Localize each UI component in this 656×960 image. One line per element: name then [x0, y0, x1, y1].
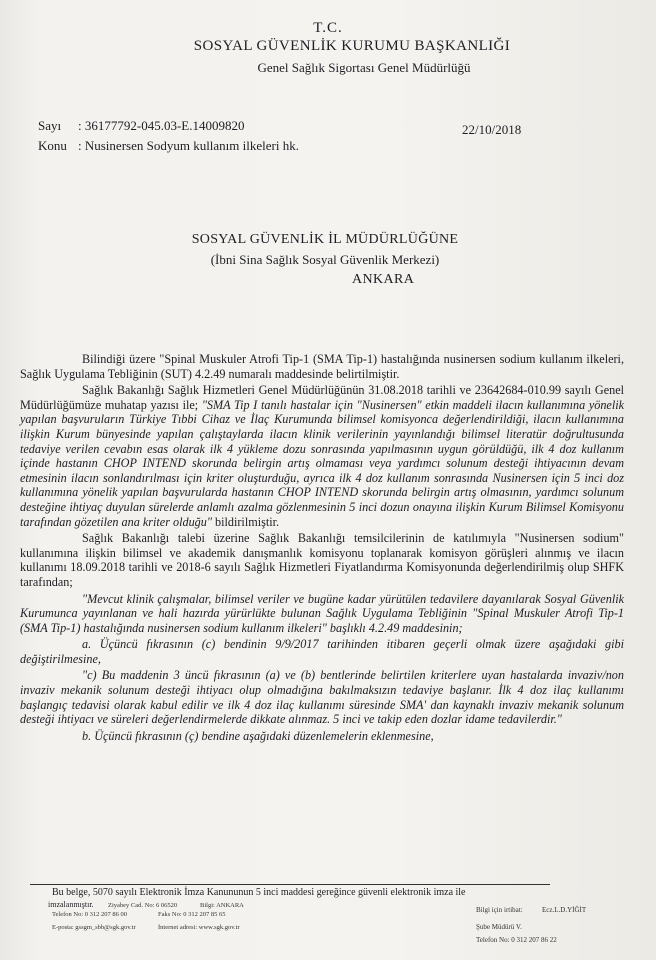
paragraph-commission: Sağlık Bakanlığı talebi üzerine Sağlık Bakanlığı temsilcilerinin de katılımıyla "Nusinersen sodium" kullanımına ilişkin bilimsel ve akademik danışmanlık komisyonu toplanarak komisyon görüşleri alınmış ve ilacın kullanımı 18.09.2018 tarihli ve 2018-6 sayılı Sağlık Hizmetleri Fiyatlandırma Komisyonunda değerlendirilmiş olup SHFK tarafından; — [20, 531, 624, 589]
footer-notice: Bu belge, 5070 sayılı Elektronik İmza Kanununun 5 inci maddesi gereğince güvenli elektronik imza ile — [52, 887, 466, 898]
footer-info-label: Bilgi için irtibat: — [476, 906, 523, 914]
footer-address: Ziyabey Cad. No: 6 06520 — [108, 902, 178, 909]
footer-phone2: Telefon No: 0 312 207 86 22 — [476, 936, 557, 944]
footer-divider — [30, 884, 550, 885]
footer-contact-city: Bilgi: ANKARA — [200, 902, 244, 909]
ministry-quote: "SMA Tip I tanılı hastalar için "Nusinersen" etkin maddeli ilacın kullanımına yönelik yapılan başvuruların Türkiye Tıbbi Cihaz ve İlaç Kurumunda bilimsel komisyonca değerlendirildiği, ilacın kullanımına ilişkin Kurum bünyesinde yapılan çalıştaylarda ilacın klinik verilerinin yayınlandığı bilimsel literatür doğrultusunda tedaviye verilen cevabın esas olarak ilk 4 yükleme dozu sonrasında yapılmasının uygun görüldüğü, ilk 4 doz kullanım içinde hastanın CHOP INTEND skorunda belirgin artış olmaması veya yardımcı solunum desteği ihtiyacının devam etmesinin ilacın sonlandırılması için kriter oluşturduğu, ayrıca ilk 4 doz kullanım sonrasında Nusinersen için 5 inci doz kullanımına yönelik yapılan başvurularda hastanın CHOP INTEND skorunda belirgin artış olmasının, yardımcı solunum desteğine ihtiyaç duyulan sürelerde anlamlı azalma gözlenmesinin 5 inci dozun onayına ilişkin Kurum Bilimsel Komisyonu tarafından gözetilen ana kriter olduğu" — [20, 397, 625, 529]
footer-info-name: Ecz.L.D.YİĞİT — [542, 906, 587, 914]
addressee-line1: SOSYAL GÜVENLİK İL MÜDÜRLÜĞÜNE — [191, 232, 459, 247]
paragraph-intro: Bilindiği üzere "Spinal Muskuler Atrofi Tip-1 (SMA Tip-1) hastalığında nusinersen sodium kullanım ilkeleri, Sağlık Uygulama Tebliğinin (SUT) 4.2.49 numaralı maddesinde belirtilmiştir. — [20, 352, 624, 381]
letter-body — [20, 352, 624, 745]
addressee-city: ANKARA — [352, 272, 415, 287]
sayi-value: : 36177792-045.03-E.14009820 — [78, 118, 245, 133]
ministry-ref: Sağlık Bakanlığı Sağlık Hizmetleri Genel Müdürlüğünün 31.08.2018 tarihli ve 23642684-010.99 sayılı Genel Müdürlüğümüze muhatap yazısı ile; — [20, 383, 624, 412]
header-tc: T.C. — [313, 20, 343, 36]
document-date: 22/10/2018 — [462, 122, 522, 137]
paragraph-item-c: "c) Bu maddenin 3 üncü fıkrasının (a) ve (b) bentlerinde belirtilen kriterlere uyan hastalarda invaziv/non invaziv mekanik solunum desteği ihtiyacı olup olmadığına bakılmaksızın tedaviye başlanır. İlk 4 doz ilaç kullanımı başlangıç tedavisi olarak kabul edilir ve ilk 4 doz ilaç kullanımı süresinde SMA' dan kaynaklı invaziv mekanik solunum desteği ihtiyacı ve süreleri değerlendirmelerde dikkate alınmaz. 5 inci ve takip eden dozlar idame tedavilerdir." — [20, 668, 624, 727]
header-institution: SOSYAL GÜVENLİK KURUMU BAŞKANLIĞI — [193, 38, 511, 54]
konu-label: Konu — [38, 138, 67, 153]
paragraph-shfk-quote: "Mevcut klinik çalışmalar, bilimsel veriler ve bugüne kadar yürütülen tedavilere dayanılarak Sosyal Güvenlik Kurumunca yayınlanan ve hali hazırda yürürlükte bulunan Sağlık Uygulama Tebliğinin "Spinal Muskuler Atrofi Tip-1 (SMA Tip-1) hastalığında nusinersen sodium kullanım ilkeleri" başlıklı 4.2.49 maddesinin; — [20, 591, 624, 635]
paragraph-item-a: a. Üçüncü fıkrasının (c) bendinin 9/9/2017 tarihinden itibaren geçerli olmak üzere aşağıdaki gibi değiştirilmesine, — [20, 637, 624, 666]
sayi-label: Sayı — [38, 118, 62, 133]
header-directorate: Genel Sağlık Sigortası Genel Müdürlüğü — [257, 60, 471, 75]
ministry-end: bildirilmiştir. — [215, 514, 280, 529]
footer-web: İnternet adresi: www.sgk.gov.tr — [158, 924, 240, 931]
footer-email: E-posta: gssgm_sbb@sgk.gov.tr — [52, 924, 136, 931]
footer-fax: Faks No: 0 312 207 85 65 — [158, 911, 226, 918]
footer-role: Şube Müdürü V. — [476, 923, 522, 931]
paragraph-ministry — [20, 383, 624, 529]
footer-signed: imzalanmıştır. — [48, 900, 94, 909]
footer — [30, 884, 630, 960]
konu-value: : Nusinersen Sodyum kullanım ilkeleri hk. — [78, 138, 299, 153]
footer-phone: Telefon No: 0 312 207 86 00 — [52, 911, 128, 918]
addressee-line2: (İbni Sina Sağlık Sosyal Güvenlik Merkezi) — [210, 252, 440, 267]
paragraph-item-b: b. Üçüncü fıkrasının (ç) bendine aşağıdaki düzenlemelerin eklenmesine, — [82, 728, 434, 743]
